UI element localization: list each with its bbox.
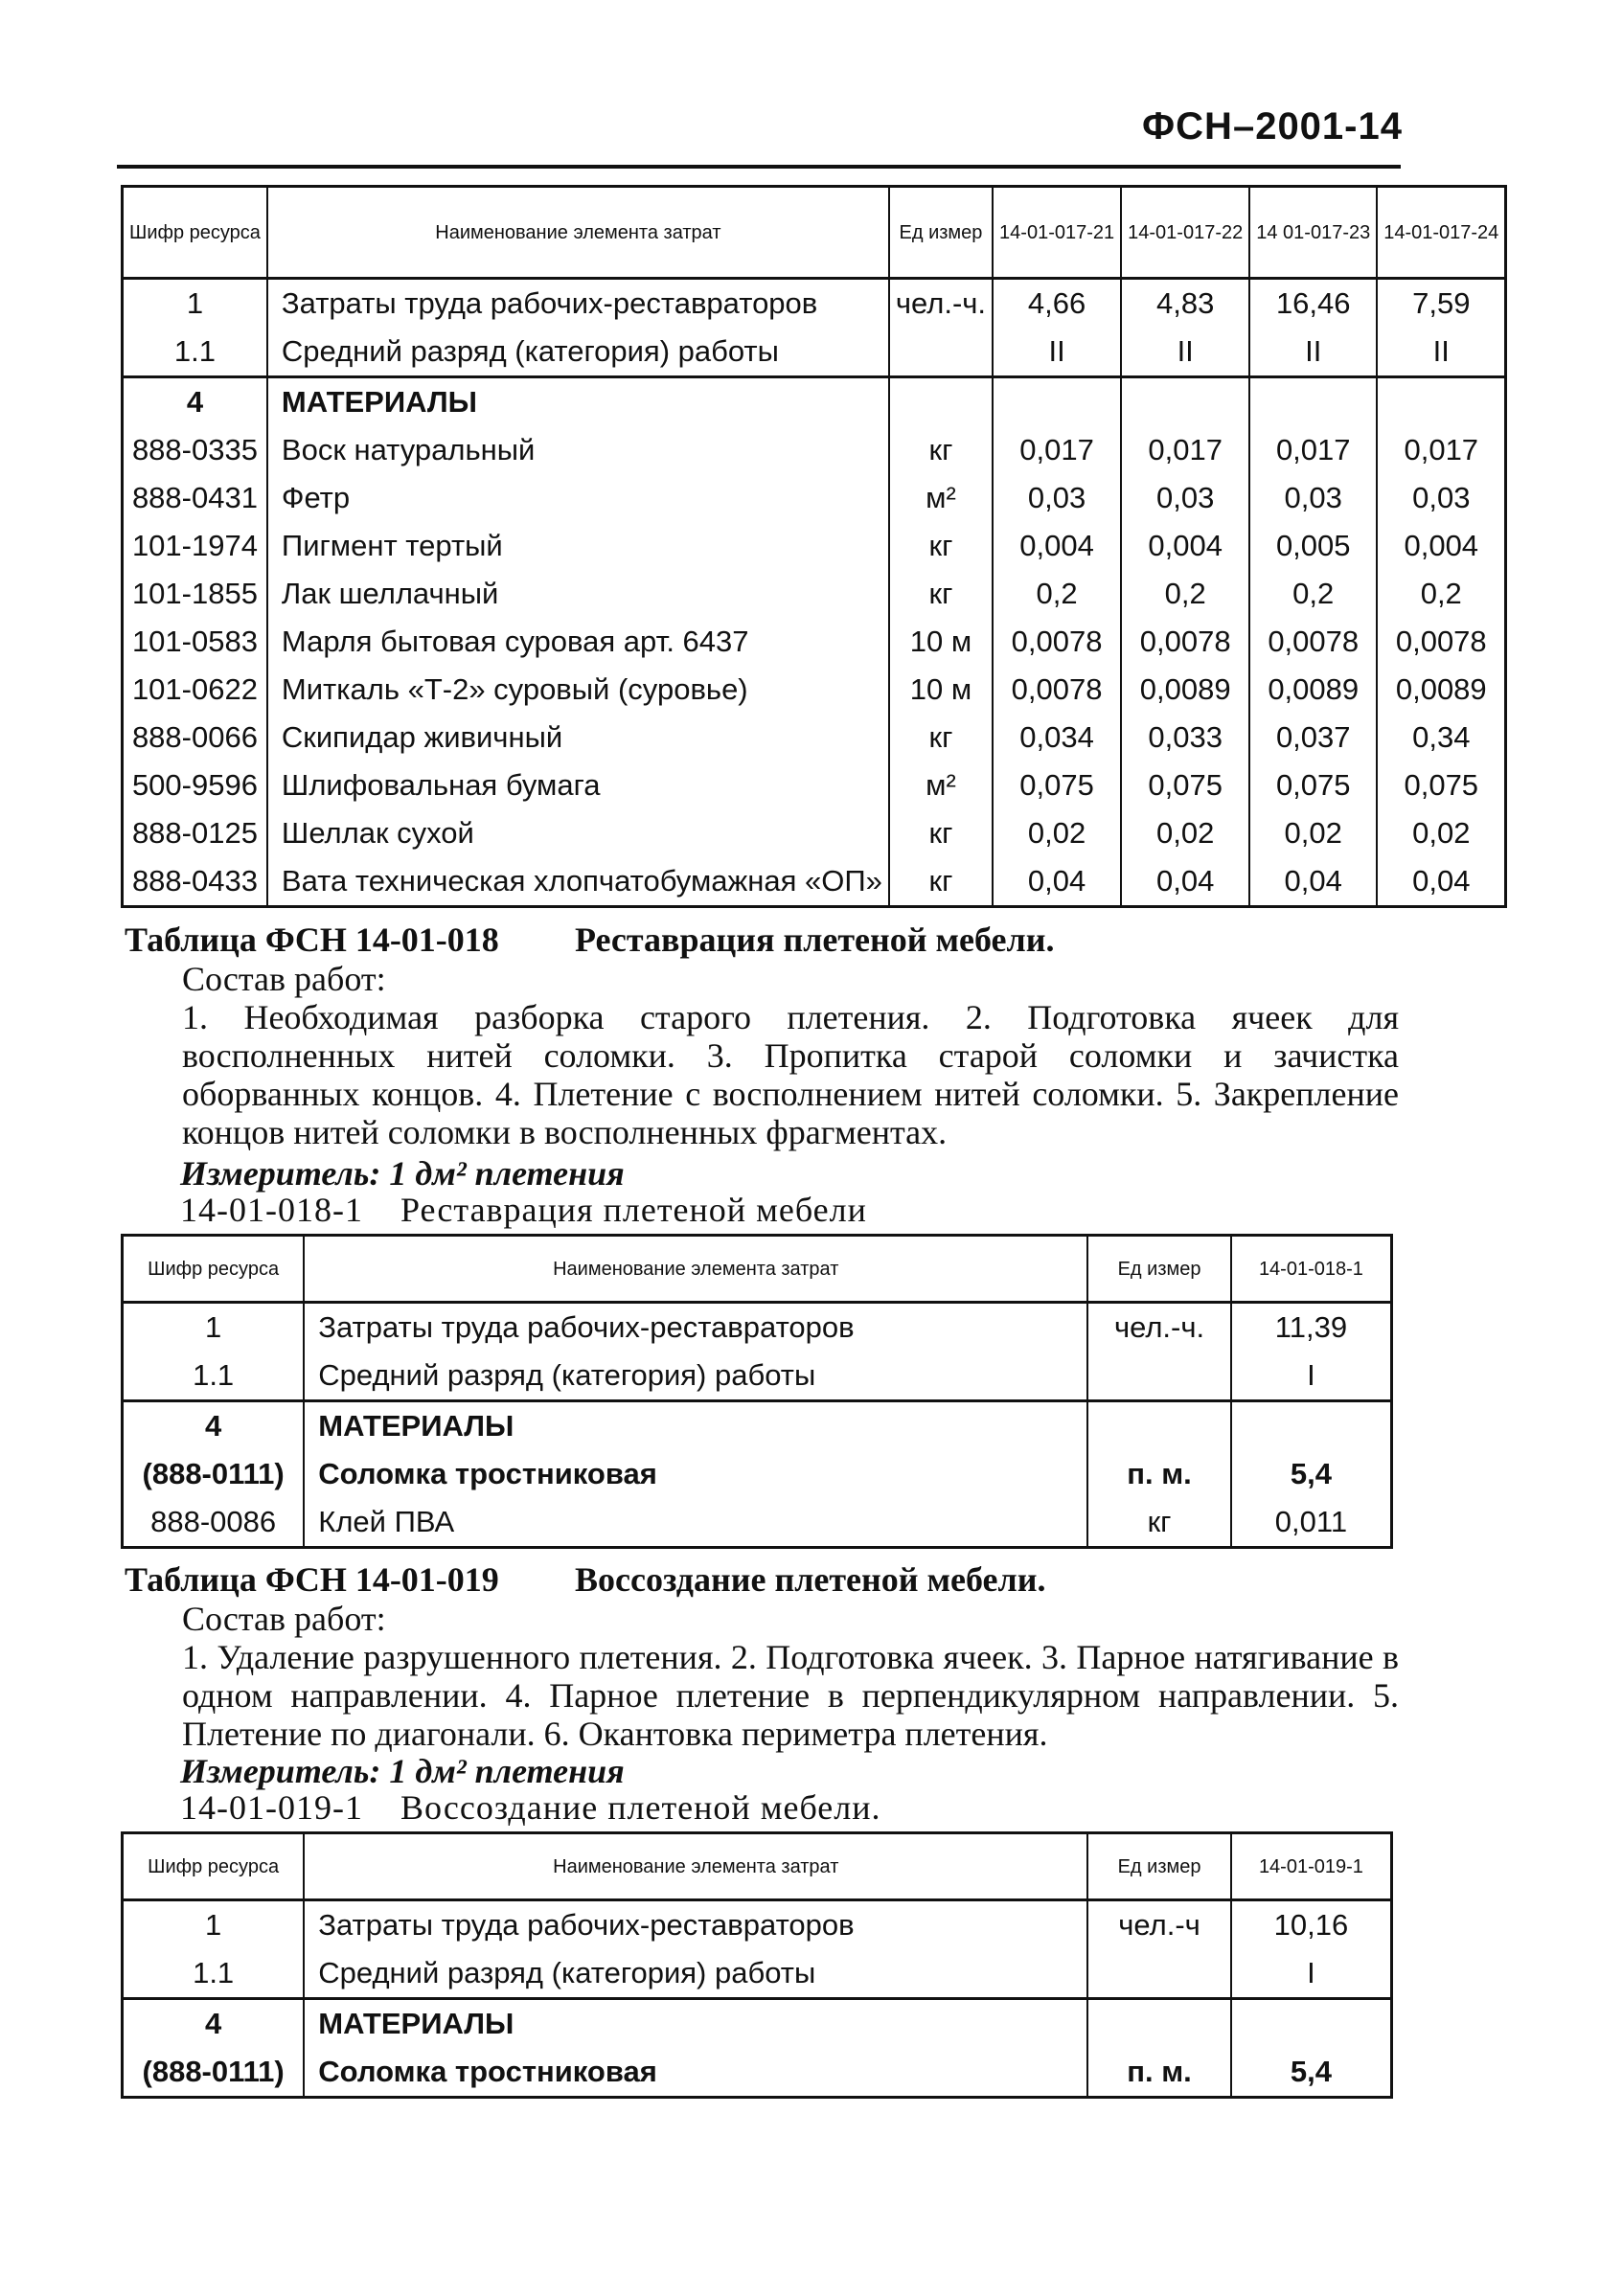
cell: 10 м xyxy=(889,618,993,666)
table-row xyxy=(123,377,1506,427)
cell: Фетр xyxy=(267,474,889,522)
cell: Средний разряд (категория) работы xyxy=(267,328,889,377)
sub-title: Воссоздание плетеной мебели. xyxy=(400,1788,881,1827)
cell: 0,037 xyxy=(1249,714,1377,762)
cell: 10,16 xyxy=(1231,1900,1392,1950)
cell: 0,0078 xyxy=(1377,618,1506,666)
table-row xyxy=(123,279,1506,329)
table-row xyxy=(123,426,1506,474)
cell: 5,4 xyxy=(1231,1450,1392,1498)
measure-019: Измеритель: 1 дм² плетения xyxy=(180,1752,625,1790)
works-text: 1. Необходимая разборка старого плетения. 2. Подготовка ячеек для восполненных нитей соломки. 3. Пропитка старой соломки и зачистка оборванных концов. 4. Плетение с восполнением нитей соломки. 5. Закрепление концов нитей соломки в восполненных фрагментах. xyxy=(182,998,1399,1151)
table-row xyxy=(123,570,1506,618)
table-row xyxy=(123,328,1506,377)
cell: Затраты труда рабочих-реставраторов xyxy=(304,1900,1087,1950)
sub-code: 14-01-018-1 xyxy=(180,1191,363,1229)
cell: п. м. xyxy=(1087,1450,1231,1498)
cell: 0,0089 xyxy=(1121,666,1249,714)
cell: 0,075 xyxy=(1377,762,1506,809)
cell: 888-0335 xyxy=(123,426,267,474)
table-row xyxy=(123,714,1506,762)
header-norm-22: 14-01-017-22 xyxy=(1121,187,1249,279)
section-heading-019 xyxy=(125,1559,1045,1600)
cell: кг xyxy=(889,809,993,857)
cell: 4 xyxy=(123,377,267,427)
cell: 0,004 xyxy=(1121,522,1249,570)
cell: 4,66 xyxy=(993,279,1121,329)
works-label: Состав работ: xyxy=(182,1600,386,1638)
cell: чел.-ч xyxy=(1087,1900,1231,1950)
cell: 11,39 xyxy=(1231,1303,1392,1353)
table-row xyxy=(123,1999,1392,2049)
cell: 0,005 xyxy=(1249,522,1377,570)
cell xyxy=(1087,1352,1231,1401)
table-label: Таблица ФСН 14-01-018 xyxy=(125,921,499,959)
cell: кг xyxy=(889,857,993,907)
cell xyxy=(889,377,993,427)
cell: Скипидар живичный xyxy=(267,714,889,762)
cell: 0,04 xyxy=(1377,857,1506,907)
cell: 0,02 xyxy=(1377,809,1506,857)
measure-018: Измеритель: 1 дм² плетения xyxy=(180,1154,625,1193)
header-resource-code: Шифр ресурса xyxy=(123,1236,305,1303)
cell xyxy=(1087,1999,1231,2049)
cell: 4,83 xyxy=(1121,279,1249,329)
cell xyxy=(1231,1999,1392,2049)
header-norm-24: 14-01-017-24 xyxy=(1377,187,1506,279)
header-unit: Ед измер xyxy=(1087,1236,1231,1303)
cell xyxy=(993,377,1121,427)
cell: Затраты труда рабочих-реставраторов xyxy=(267,279,889,329)
table-row xyxy=(123,666,1506,714)
table-row xyxy=(123,474,1506,522)
header-norm-23: 14 01-017-23 xyxy=(1249,187,1377,279)
cell: кг xyxy=(889,426,993,474)
header-unit: Ед измер xyxy=(889,187,993,279)
cell xyxy=(1377,377,1506,427)
cell: 0,04 xyxy=(1121,857,1249,907)
cell: 888-0086 xyxy=(123,1498,305,1548)
cell: 0,2 xyxy=(1377,570,1506,618)
cell: Лак шеллачный xyxy=(267,570,889,618)
cell: (888-0111) xyxy=(123,2048,305,2098)
cell: 101-0583 xyxy=(123,618,267,666)
cell: 1 xyxy=(123,279,267,329)
cell xyxy=(1087,1949,1231,1999)
cell: 0,2 xyxy=(1121,570,1249,618)
resource-table-017 xyxy=(121,185,1507,908)
header-norm: 14-01-019-1 xyxy=(1231,1833,1392,1900)
works-text: 1. Удаление разрушенного плетения. 2. Подготовка ячеек. 3. Парное натягивание в одном направлении. 4. Парное плетение в перпендикулярном направлении. 5. Плетение по диагонали. 6. Окантовка периметра плетения. xyxy=(182,1638,1399,1753)
header-cost-element: Наименование элемента затрат xyxy=(267,187,889,279)
cell: 0,004 xyxy=(1377,522,1506,570)
cell: 1.1 xyxy=(123,1352,305,1401)
cell: Вата техническая хлопчатобумажная «ОП» xyxy=(267,857,889,907)
cell xyxy=(1231,1401,1392,1451)
table-row xyxy=(123,1401,1392,1451)
cell: II xyxy=(1377,328,1506,377)
cell: (888-0111) xyxy=(123,1450,305,1498)
section-title: Воссоздание плетеной мебели. xyxy=(575,1560,1046,1599)
cell: 0,0078 xyxy=(1121,618,1249,666)
header-rule xyxy=(117,165,1401,169)
cell: 0,34 xyxy=(1377,714,1506,762)
table-row xyxy=(123,1303,1392,1353)
cell: Пигмент тертый xyxy=(267,522,889,570)
cell: 0,02 xyxy=(993,809,1121,857)
cell: кг xyxy=(889,570,993,618)
resource-table-019 xyxy=(121,1831,1393,2099)
cell: 0,0078 xyxy=(1249,618,1377,666)
cell: 0,03 xyxy=(993,474,1121,522)
cell: 1 xyxy=(123,1900,305,1950)
table-row xyxy=(123,857,1506,907)
cell: 4 xyxy=(123,1999,305,2049)
cell xyxy=(889,328,993,377)
table-row xyxy=(123,1900,1392,1950)
cell: 0,04 xyxy=(993,857,1121,907)
cell: 0,03 xyxy=(1121,474,1249,522)
header-resource-code: Шифр ресурса xyxy=(123,1833,305,1900)
cell: 0,2 xyxy=(1249,570,1377,618)
cell: Соломка тростниковая xyxy=(304,2048,1087,2098)
cell xyxy=(1087,1401,1231,1451)
table-row xyxy=(123,1352,1392,1401)
cell: 888-0431 xyxy=(123,474,267,522)
cell: I xyxy=(1231,1949,1392,1999)
resource-table-018 xyxy=(121,1234,1393,1549)
cell: 16,46 xyxy=(1249,279,1377,329)
cell: Воск натуральный xyxy=(267,426,889,474)
cell: 0,017 xyxy=(993,426,1121,474)
cell: 888-0125 xyxy=(123,809,267,857)
cell: 0,04 xyxy=(1249,857,1377,907)
works-label: Состав работ: xyxy=(182,960,386,998)
cell: 101-0622 xyxy=(123,666,267,714)
cell: 0,03 xyxy=(1249,474,1377,522)
cell: 888-0433 xyxy=(123,857,267,907)
header-norm: 14-01-018-1 xyxy=(1231,1236,1392,1303)
cell: 0,0078 xyxy=(993,618,1121,666)
cell: 0,0078 xyxy=(993,666,1121,714)
header-unit: Ед измер xyxy=(1087,1833,1231,1900)
cell: кг xyxy=(1087,1498,1231,1548)
header-cost-element: Наименование элемента затрат xyxy=(304,1833,1087,1900)
cell: 101-1855 xyxy=(123,570,267,618)
cell: 888-0066 xyxy=(123,714,267,762)
section-heading-018 xyxy=(125,920,1054,960)
sub-title: Реставрация плетеной мебели xyxy=(400,1191,867,1229)
cell: 101-1974 xyxy=(123,522,267,570)
cell: 1.1 xyxy=(123,1949,305,1999)
cell: Шеллак сухой xyxy=(267,809,889,857)
sub-code: 14-01-019-1 xyxy=(180,1788,363,1827)
table-row xyxy=(123,1949,1392,1999)
cell xyxy=(1249,377,1377,427)
cell: 0,017 xyxy=(1377,426,1506,474)
cell: 0,033 xyxy=(1121,714,1249,762)
cell: Миткаль «Т-2» суровый (суровье) xyxy=(267,666,889,714)
cell: м² xyxy=(889,474,993,522)
cell: 500-9596 xyxy=(123,762,267,809)
cell: Шлифовальная бумага xyxy=(267,762,889,809)
section-title: Реставрация плетеной мебели. xyxy=(575,921,1055,959)
subtable-title-019 xyxy=(180,1787,881,1828)
cell: Средний разряд (категория) работы xyxy=(304,1949,1087,1999)
cell: II xyxy=(993,328,1121,377)
table-row xyxy=(123,522,1506,570)
cell: 0,017 xyxy=(1121,426,1249,474)
cell: 0,2 xyxy=(993,570,1121,618)
cell: I xyxy=(1231,1352,1392,1401)
cell: чел.-ч. xyxy=(889,279,993,329)
cell: 0,02 xyxy=(1249,809,1377,857)
header-norm-21: 14-01-017-21 xyxy=(993,187,1121,279)
table-row xyxy=(123,618,1506,666)
table-label: Таблица ФСН 14-01-019 xyxy=(125,1560,499,1599)
cell: 1.1 xyxy=(123,328,267,377)
cell: 1 xyxy=(123,1303,305,1353)
table-row xyxy=(123,1498,1392,1548)
table-row xyxy=(123,1450,1392,1498)
header-resource-code: Шифр ресурса xyxy=(123,187,267,279)
cell: 0,004 xyxy=(993,522,1121,570)
table-row xyxy=(123,762,1506,809)
works-composition-019 xyxy=(125,1600,1399,1753)
cell: чел.-ч. xyxy=(1087,1303,1231,1353)
cell: кг xyxy=(889,714,993,762)
cell: 0,075 xyxy=(1249,762,1377,809)
cell: МАТЕРИАЛЫ xyxy=(267,377,889,427)
header-cost-element: Наименование элемента затрат xyxy=(304,1236,1087,1303)
cell: 0,02 xyxy=(1121,809,1249,857)
cell: Соломка тростниковая xyxy=(304,1450,1087,1498)
cell: 0,075 xyxy=(1121,762,1249,809)
table-row xyxy=(123,809,1506,857)
cell: 0,034 xyxy=(993,714,1121,762)
cell: 0,017 xyxy=(1249,426,1377,474)
cell: II xyxy=(1121,328,1249,377)
cell: 0,0089 xyxy=(1377,666,1506,714)
works-composition-018 xyxy=(125,960,1399,1151)
cell: Клей ПВА xyxy=(304,1498,1087,1548)
cell: МАТЕРИАЛЫ xyxy=(304,1401,1087,1451)
cell: 5,4 xyxy=(1231,2048,1392,2098)
cell: 0,03 xyxy=(1377,474,1506,522)
cell: 0,0089 xyxy=(1249,666,1377,714)
cell: 10 м xyxy=(889,666,993,714)
cell: Марля бытовая суровая арт. 6437 xyxy=(267,618,889,666)
cell xyxy=(1121,377,1249,427)
cell: 0,011 xyxy=(1231,1498,1392,1548)
cell: Средний разряд (категория) работы xyxy=(304,1352,1087,1401)
table-row xyxy=(123,2048,1392,2098)
cell: II xyxy=(1249,328,1377,377)
cell: м² xyxy=(889,762,993,809)
cell: МАТЕРИАЛЫ xyxy=(304,1999,1087,2049)
page-header-code: ФСН–2001-14 xyxy=(1142,105,1403,148)
cell: кг xyxy=(889,522,993,570)
cell: 4 xyxy=(123,1401,305,1451)
cell: п. м. xyxy=(1087,2048,1231,2098)
subtable-title-018 xyxy=(180,1190,867,1230)
cell: 7,59 xyxy=(1377,279,1506,329)
cell: Затраты труда рабочих-реставраторов xyxy=(304,1303,1087,1353)
cell: 0,075 xyxy=(993,762,1121,809)
